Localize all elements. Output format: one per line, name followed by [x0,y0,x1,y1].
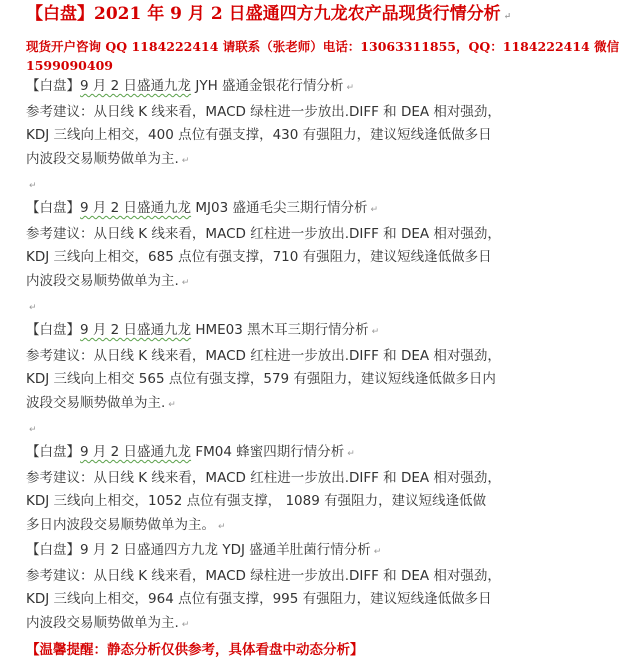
analysis-line [26,514,641,540]
analysis-line: KDJ 三线向上相交，1052 点位有强支撑， 1089 有强阻力，建议短线逢低做 [26,493,487,510]
heading-product: MJ03 盛通毛尖三期行情分析 [191,199,368,216]
document-title [26,0,641,29]
paragraph-mark-icon: ↵ [373,547,382,558]
analysis-line [26,392,641,418]
analysis-section [26,319,641,441]
paragraph-mark-icon: ↵ [181,620,190,631]
heading-date: 9 月 2 日盛通九龙 [80,443,192,460]
heading-product: HME03 黑木耳三期行情分析 [191,321,369,338]
paragraph-mark-icon: ↵ [371,326,380,337]
section-heading [26,197,641,223]
analysis-line: 参考建议：从日线 K 线来看，MACD 红柱进一步放出.DIFF 和 DEA 相对强劲， [26,469,501,486]
heading-product: JYH 盛通金银花行情分析 [191,78,344,94]
analysis-line: KDJ 三线向上相交 565 点位有强支撑，579 有强阻力，建议短线逢低做多日内 [26,371,496,388]
analysis-section [26,539,641,637]
analysis-line: 参考建议：从日线 K 线来看，MACD 绿柱进一步放出.DIFF 和 DEA 相对强劲， [26,103,501,120]
paragraph-mark-icon: ↵ [181,277,190,288]
analysis-line-text: 波段交易顺势做单为主. [26,394,166,411]
heading-product: YDJ 盛通羊肚菌行情分析 [218,542,371,559]
section-heading [26,75,641,101]
blank-line [26,295,641,319]
analysis-section [26,197,641,319]
paragraph-mark-icon: ↵ [29,181,37,192]
paragraph-mark-icon: ↵ [370,204,378,215]
analysis-section [26,441,641,539]
analysis-line: KDJ 三线向上相交，685 点位有强支撑，710 有强阻力，建议短线逢低做多日 [26,249,492,266]
heading-tag: 【白盘】 [26,78,80,94]
paragraph-mark-icon: ↵ [347,448,355,459]
analysis-line: 参考建议：从日线 K 线来看，MACD 红柱进一步放出.DIFF 和 DEA 相对强劲， [26,347,501,364]
analysis-line-text: 内波段交易顺势做单为主. [26,272,179,289]
section-heading [26,441,641,467]
analysis-line: KDJ 三线向上相交，964 点位有强支撑，995 有强阻力，建议短线逢低做多日 [26,591,492,608]
analysis-line-text: 内波段交易顺势做单为主. [26,150,179,167]
paragraph-mark-icon: ↵ [29,425,37,436]
paragraph-mark-icon: ↵ [168,399,176,410]
blank-line [26,417,641,441]
paragraph-mark-icon: ↵ [218,521,226,532]
heading-date: 9 月 2 日盛通四方九龙 [80,542,219,559]
analysis-section [26,75,641,197]
analysis-line [26,612,641,638]
paragraph-mark-icon: ↵ [503,12,512,22]
document-title-text: 【白盘】2021 年 9 月 2 日盛通四方九龙农产品现货行情分析 [26,4,501,24]
analysis-line: KDJ 三线向上相交，400 点位有强支撑，430 有强阻力，建议短线逢低做多日 [26,127,492,144]
section-heading [26,539,641,565]
section-heading [26,319,641,345]
paragraph-mark-icon: ↵ [29,303,37,314]
heading-product: FM04 蜂蜜四期行情分析 [191,443,345,460]
paragraph-mark-icon: ↵ [346,83,355,93]
heading-tag: 【白盘】 [26,443,80,460]
analysis-line: 参考建议：从日线 K 线来看，MACD 绿柱进一步放出.DIFF 和 DEA 相对强劲， [26,567,501,584]
analysis-line [26,270,641,296]
heading-tag: 【白盘】 [26,542,80,559]
analysis-sections [26,75,641,638]
heading-date: 9 月 2 日盛通九龙 [80,78,192,94]
analysis-line-text: 多日内波段交易顺势做单为主。 [26,516,215,533]
heading-tag: 【白盘】 [26,199,80,216]
heading-date: 9 月 2 日盛通九龙 [80,199,192,216]
blank-line [26,173,641,197]
heading-date: 9 月 2 日盛通九龙 [80,321,192,338]
paragraph-mark-icon: ↵ [181,155,190,166]
analysis-line-text: 内波段交易顺势做单为主. [26,615,179,632]
heading-tag: 【白盘】 [26,321,80,338]
contact-info: 现货开户咨询 QQ 1184222414 请联系（张老师）电话：13063311855，QQ：1184222414 微信 1599090409 [26,39,620,73]
analysis-line [26,148,641,174]
reminder-footer: 【温馨提醒：静态分析仅供参考，具体看盘中动态分析】 [26,641,364,658]
analysis-line: 参考建议：从日线 K 线来看，MACD 红柱进一步放出.DIFF 和 DEA 相对强劲， [26,225,501,242]
